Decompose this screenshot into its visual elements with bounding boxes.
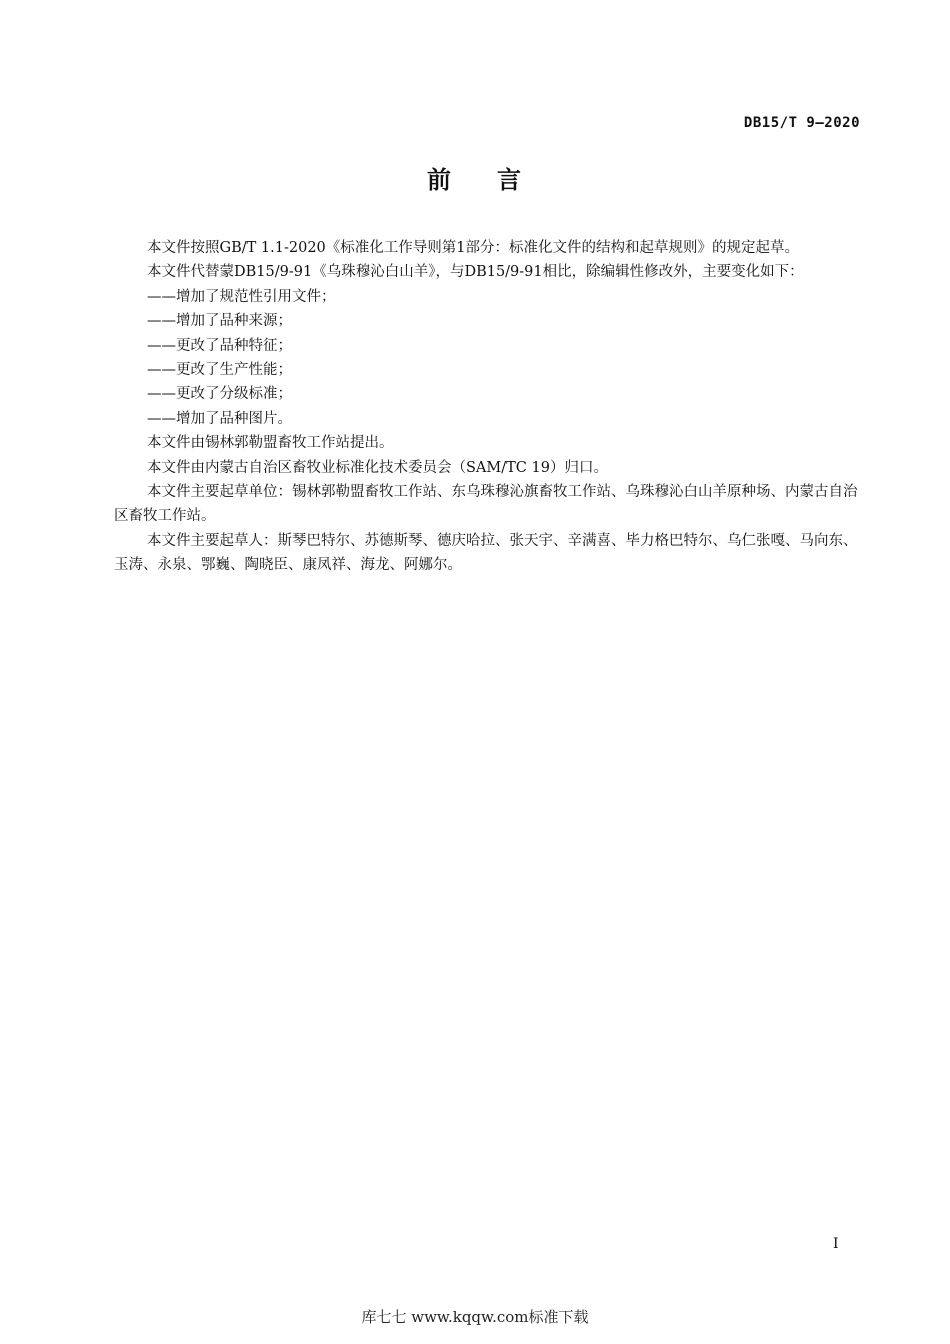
change-item: ——更改了分级标准； <box>147 386 292 403</box>
page-number: I <box>833 1236 839 1252</box>
paragraph-committee: 本文件由内蒙古自治区畜牧业标准化技术委员会（SAM/TC 19）归口。 <box>147 459 608 476</box>
paragraph-drafting-basis: 本文件按照GB/T 1.1-2020《标准化工作导则第1部分：标准化文件的结构和起草规则》的规定起草。 <box>147 240 799 256</box>
change-item: ——增加了规范性引用文件； <box>147 288 336 305</box>
change-item: ——增加了品种来源； <box>147 313 292 330</box>
watermark-text: 库七七 www.kqqw.com标准下载 <box>361 1308 589 1326</box>
standard-code: DB15/T 9—2020 <box>743 115 860 131</box>
paragraph-replacement: 本文件代替蒙DB15/9-91《乌珠穆沁白山羊》，与DB15/9-91相比，除编辑性修改外，主要变化如下： <box>147 264 804 281</box>
paragraph-drafting-units: 本文件主要起草单位：锡林郭勒盟畜牧工作站、东乌珠穆沁旗畜牧工作站、乌珠穆沁白山羊原种场、内蒙古自治区畜牧工作站。 <box>114 484 858 525</box>
foreword-body <box>114 236 862 578</box>
page-title <box>0 160 950 195</box>
change-item: ——更改了品种特征； <box>147 337 292 354</box>
change-item: ——增加了品种图片。 <box>147 410 292 427</box>
paragraph-proposer: 本文件由锡林郭勒盟畜牧工作站提出。 <box>147 435 394 452</box>
paragraph-drafters: 本文件主要起草人：斯琴巴特尔、苏德斯琴、德庆哈拉、张天宇、辛满喜、毕力格巴特尔、乌仁张嘎、马向东、玉涛、永泉、鄂巍、陶晓臣、康凤祥、海龙、阿娜尔。 <box>114 532 858 574</box>
title-left-char: 前 <box>427 166 453 194</box>
change-item: ——更改了生产性能； <box>147 362 292 379</box>
title-right-char: 言 <box>497 166 523 194</box>
